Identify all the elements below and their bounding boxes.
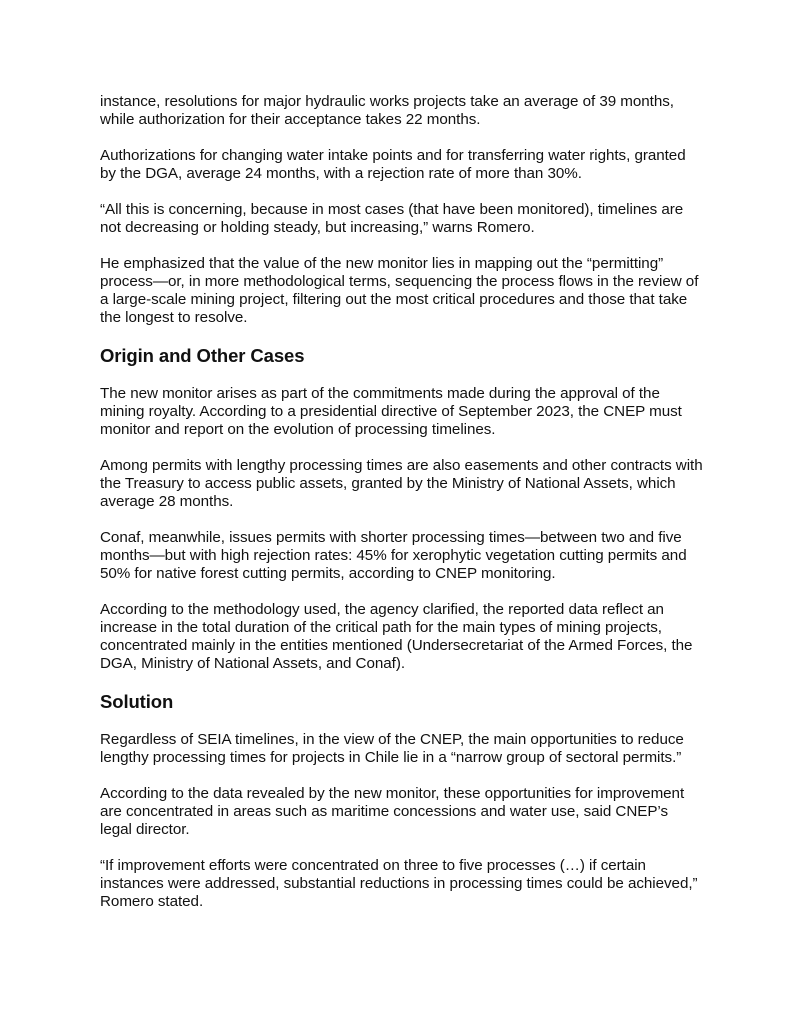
paragraph: Among permits with lengthy processing times are also easements and other contracts with the Treasury to access public assets, granted by the Ministry of National Assets, which average 28 months. <box>100 457 703 510</box>
paragraph: “If improvement efforts were concentrated on three to five processes (…) if certain instances were addressed, substantial reductions in processing times could be achieved,” Romero stated. <box>100 857 698 910</box>
paragraph: Conaf, meanwhile, issues permits with shorter processing times—between two and five months—but with high rejection rates: 45% for xerophytic vegetation cutting permits and 50% for native forest cutting permits, according to CNEP monitoring. <box>100 529 687 582</box>
paragraph: “All this is concerning, because in most cases (that have been monitored), timelines are not decreasing or holding steady, but increasing,” warns Romero. <box>100 201 684 236</box>
paragraph: The new monitor arises as part of the commitments made during the approval of the mining royalty. According to a presidential directive of September 2023, the CNEP must monitor and report on the evolution of processing timelines. <box>100 385 682 438</box>
paragraph: According to the methodology used, the agency clarified, the reported data reflect an increase in the total duration of the critical path for the main types of mining projects, concentrated mainly in the entities mentioned (Undersecretariat of the Armed Forces, the DGA, Ministry of National Assets, and Conaf). <box>100 601 693 672</box>
section-heading-solution: Solution <box>100 691 174 712</box>
paragraph: instance, resolutions for major hydraulic works projects take an average of 39 months, while authorization for their acceptance takes 22 months. <box>100 93 674 128</box>
section-heading-origin: Origin and Other Cases <box>100 345 305 366</box>
paragraph: According to the data revealed by the new monitor, these opportunities for improvement are concentrated in areas such as maritime concessions and water use, said CNEP’s legal director. <box>100 785 685 838</box>
paragraph: Regardless of SEIA timelines, in the view of the CNEP, the main opportunities to reduce lengthy processing times for projects in Chile lie in a “narrow group of sectoral permits.” <box>100 731 684 766</box>
document-page <box>100 93 703 929</box>
paragraph: He emphasized that the value of the new monitor lies in mapping out the “permitting” process—or, in more methodological terms, sequencing the process flows in the review of a large-scale mining project, filtering out the most critical procedures and those that take the longest to resolve. <box>100 255 699 326</box>
paragraph: Authorizations for changing water intake points and for transferring water rights, granted by the DGA, average 24 months, with a rejection rate of more than 30%. <box>100 147 686 182</box>
